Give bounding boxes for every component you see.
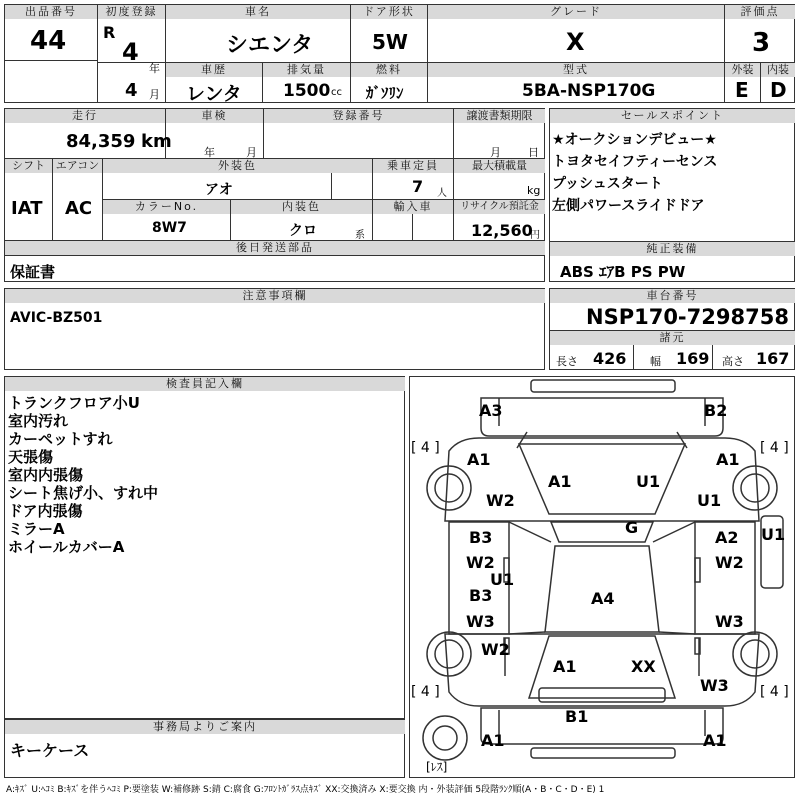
damage-mark: W2 bbox=[486, 491, 515, 510]
car-name: シエンタ bbox=[226, 33, 314, 58]
month-unit: 月 bbox=[149, 88, 160, 101]
load-label: 最大積載量 bbox=[454, 159, 545, 173]
height: 167 bbox=[756, 349, 790, 368]
damage-mark: B2 bbox=[704, 401, 728, 420]
fuel: ｶﾞｿﾘﾝ bbox=[366, 84, 404, 102]
damage-mark: G bbox=[625, 518, 639, 537]
history-label: 車歴 bbox=[166, 63, 262, 77]
displacement: 1500 bbox=[283, 81, 331, 101]
recycle-unit: 円 bbox=[530, 230, 540, 241]
note-line: トランクフロア小U bbox=[8, 394, 140, 412]
genuine-equipment: ABS ｴｱB PS PW bbox=[560, 263, 686, 281]
damage-mark: U1 bbox=[490, 570, 515, 589]
capacity-label: 乗車定員 bbox=[373, 159, 453, 173]
inspection-month-unit: 月 bbox=[246, 146, 257, 159]
office-label: 事務局よりご案内 bbox=[5, 720, 405, 734]
genuine-label: 純正装備 bbox=[550, 242, 795, 256]
caution-value: AVIC-BZ501 bbox=[10, 310, 103, 326]
grade: X bbox=[566, 28, 585, 56]
ac-label: エアコン bbox=[53, 159, 102, 173]
car-diagram bbox=[409, 376, 795, 778]
chassis-number: NSP170-7298758 bbox=[586, 305, 789, 329]
note-line: カーペットすれ bbox=[8, 430, 113, 448]
damage-mark: U1 bbox=[697, 491, 722, 510]
tire-front-right: [ 4 ] bbox=[760, 440, 789, 456]
history: レンタ bbox=[186, 83, 242, 105]
sales-point-lines bbox=[552, 129, 717, 217]
displacement-unit: cc bbox=[331, 87, 342, 98]
tire-rear-left: [ 4 ] bbox=[411, 684, 440, 700]
load-unit: kg bbox=[527, 184, 541, 197]
width-label: 幅 bbox=[650, 355, 661, 368]
damage-mark: A1 bbox=[716, 450, 740, 469]
score-label: 評価点 bbox=[725, 5, 795, 19]
damage-mark: W2 bbox=[466, 553, 495, 572]
office-value: キーケース bbox=[10, 741, 90, 760]
caution-label: 注意事項欄 bbox=[5, 289, 545, 303]
later-parts: 保証書 bbox=[10, 263, 56, 281]
sales-line: プッシュスタート bbox=[552, 176, 663, 192]
note-line: 室内汚れ bbox=[8, 412, 69, 430]
int-color-unit: 系 bbox=[355, 230, 365, 241]
damage-mark: A1 bbox=[481, 731, 505, 750]
color-no-label: カラーNo. bbox=[103, 200, 230, 214]
transfer-label: 譲渡書類期限 bbox=[454, 109, 545, 123]
reg-no-label: 登録番号 bbox=[264, 109, 453, 123]
sales-line: ★オークションデビュー★ bbox=[552, 132, 717, 148]
door-type: 5W bbox=[372, 30, 408, 54]
note-line: ホイールカバーA bbox=[8, 538, 125, 556]
damage-mark: B3 bbox=[469, 586, 493, 605]
width: 169 bbox=[676, 349, 710, 368]
sales-point-label: セールスポイント bbox=[550, 109, 795, 123]
ac: AC bbox=[65, 198, 93, 219]
shift-label: シフト bbox=[5, 159, 52, 173]
transfer-day-unit: 日 bbox=[528, 146, 539, 159]
capacity-unit: 人 bbox=[437, 188, 447, 199]
damage-mark: A1 bbox=[703, 731, 727, 750]
damage-mark: W3 bbox=[466, 612, 495, 631]
interior-grade: D bbox=[770, 78, 787, 102]
reg-year: 4 bbox=[122, 38, 139, 66]
tire-front-left: [ 4 ] bbox=[411, 440, 440, 456]
color: アオ bbox=[205, 182, 233, 198]
year-unit: 年 bbox=[149, 62, 160, 75]
exterior-grade: E bbox=[735, 78, 749, 102]
import-label: 輸入車 bbox=[373, 200, 453, 214]
damage-mark: B3 bbox=[469, 528, 493, 547]
damage-mark: A1 bbox=[553, 657, 577, 676]
first-reg-label: 初度登録 bbox=[98, 5, 165, 19]
damage-mark: A2 bbox=[715, 528, 739, 547]
spare-tire: [ﾚｽ] bbox=[426, 760, 448, 774]
door-label: ドア形状 bbox=[351, 5, 427, 19]
recycle-label: リサイクル預託金 bbox=[454, 200, 545, 214]
exterior-label: 外装 bbox=[725, 63, 760, 77]
score: 3 bbox=[752, 28, 771, 58]
sales-line: トヨタセイフティーセンス bbox=[552, 154, 718, 170]
reg-month: 4 bbox=[125, 80, 138, 101]
inspector-label: 検査員記入欄 bbox=[5, 377, 405, 391]
later-parts-label: 後日発送部品 bbox=[5, 241, 545, 255]
chassis-label: 車台番号 bbox=[550, 289, 795, 303]
damage-mark: XX bbox=[631, 657, 656, 676]
interior-label: 内装 bbox=[761, 63, 795, 77]
inspector-notes bbox=[8, 394, 158, 556]
damage-mark: A1 bbox=[467, 450, 491, 469]
damage-mark: W3 bbox=[700, 676, 729, 695]
damage-mark: U1 bbox=[761, 525, 786, 544]
note-line: 室内内張傷 bbox=[8, 466, 84, 484]
damage-mark: A4 bbox=[591, 589, 615, 608]
car-name-label: 車名 bbox=[166, 5, 350, 19]
era: R bbox=[103, 23, 116, 42]
int-color: クロ bbox=[289, 223, 317, 239]
recycle-fee: 12,560 bbox=[471, 221, 533, 240]
model-label: 型式 bbox=[428, 63, 724, 77]
note-line: ドア内張傷 bbox=[8, 502, 83, 520]
later-parts-box bbox=[4, 255, 545, 282]
damage-mark: W2 bbox=[715, 553, 744, 572]
legend: A:ｷｽﾞ U:ﾍｺﾐ B:ｷｽﾞを伴うﾍｺﾐ P:要塗装 W:補修跡 S:錆 C:腐食 G:ﾌﾛﾝﾄｶﾞﾗｽ点ｷｽﾞ XX:交換済み X:要交換 内・外装評価 5段階ﾗﾝｸ順(A・B・C・D・E) 1 bbox=[6, 785, 605, 795]
color-no: 8W7 bbox=[152, 220, 187, 236]
damage-mark: W2 bbox=[481, 640, 510, 659]
displacement-label: 排気量 bbox=[263, 63, 350, 77]
transfer-month-unit: 月 bbox=[490, 146, 501, 159]
model: 5BA-NSP170G bbox=[522, 81, 656, 101]
mileage: 84,359 bbox=[66, 131, 136, 152]
note-line: シート焦げ小、すれ中 bbox=[8, 484, 159, 502]
inspection-year-unit: 年 bbox=[204, 146, 215, 159]
length: 426 bbox=[593, 349, 627, 368]
tire-rear-right: [ 4 ] bbox=[760, 684, 789, 700]
fuel-label: 燃料 bbox=[351, 63, 427, 77]
damage-mark: W3 bbox=[715, 612, 744, 631]
damage-mark: A3 bbox=[479, 401, 503, 420]
sales-line: 左側パワースライドドア bbox=[552, 198, 705, 214]
note-line: ミラーA bbox=[8, 520, 65, 538]
color-label: 外装色 bbox=[103, 159, 372, 173]
shift: IAT bbox=[11, 198, 43, 219]
mileage-unit: km bbox=[141, 131, 172, 152]
spec-label: 諸元 bbox=[550, 331, 795, 345]
damage-mark: A1 bbox=[548, 472, 572, 491]
lot-label: 出品番号 bbox=[5, 5, 97, 19]
capacity: 7 bbox=[412, 177, 424, 196]
lot-number: 44 bbox=[30, 26, 67, 56]
damage-mark: U1 bbox=[636, 472, 661, 491]
note-line: 天張傷 bbox=[8, 448, 54, 466]
height-label: 高さ bbox=[722, 355, 744, 368]
length-label: 長さ bbox=[556, 355, 578, 368]
grade-label: グレード bbox=[428, 5, 724, 19]
int-color-label: 内装色 bbox=[231, 200, 372, 214]
damage-mark: B1 bbox=[565, 707, 589, 726]
mileage-label: 走行 bbox=[5, 109, 165, 123]
inspection-label: 車検 bbox=[166, 109, 263, 123]
